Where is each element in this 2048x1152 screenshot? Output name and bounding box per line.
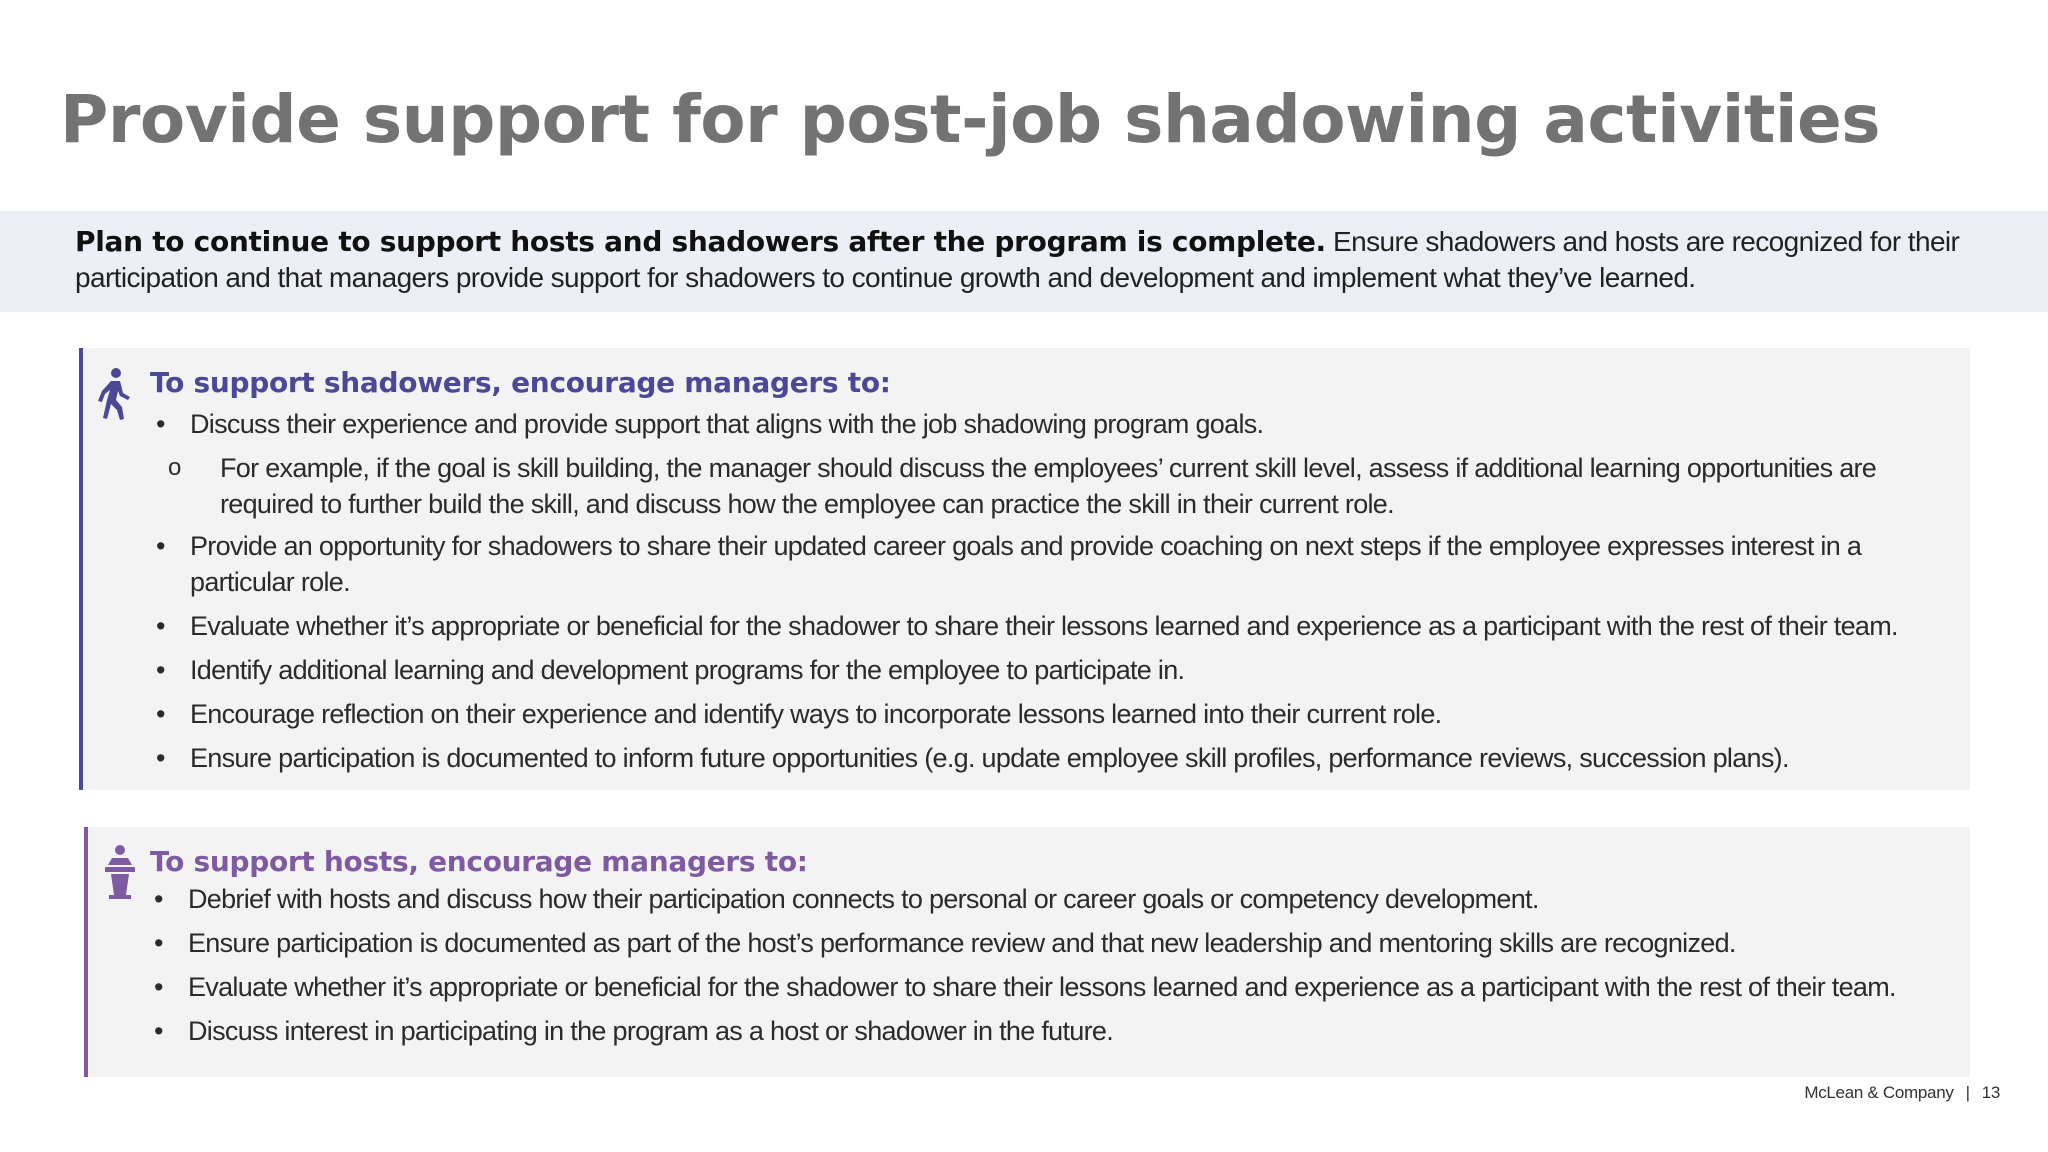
person-at-podium-icon (100, 843, 140, 899)
list-item: • Debrief with hosts and discuss how their participation connects to personal or career goals or competency development. (154, 881, 1944, 917)
shadowers-heading: To support shadowers, encourage managers to: (150, 366, 891, 399)
shadowers-bullet-list (156, 406, 1946, 784)
sub-list-item (168, 450, 1946, 522)
intro-body-text: Ensure shadowers and hosts are recognized for their participation and that managers provide support for shadowers to continue growth and development and implement what they’ve learned. (75, 226, 1960, 293)
list-item: • Ensure participation is documented as part of the host’s performance review and that new leadership and mentoring skills are recognized. (154, 925, 1944, 961)
sub-bullet-marker: o (168, 454, 181, 481)
page-number: 13 (1981, 1083, 2000, 1102)
list-item: • Discuss their experience and provide support that aligns with the job shadowing program goals. (156, 406, 1946, 442)
list-item: • Ensure participation is documented to inform future opportunities (e.g. update employee skill profiles, performance reviews, succession plans). (156, 740, 1946, 776)
hosts-panel (84, 827, 1970, 1077)
list-item: • Encourage reflection on their experience and identify ways to incorporate lessons learned into their current role. (156, 696, 1946, 732)
list-item: • Discuss interest in participating in the program as a host or shadower in the future. (154, 1013, 1944, 1049)
hosts-heading: To support hosts, encourage managers to: (150, 845, 808, 878)
list-item: • Provide an opportunity for shadowers to share their updated career goals and provide coaching on next steps if the employee expresses interest in a particular role. (156, 528, 1946, 600)
footer-separator: | (1965, 1083, 1970, 1102)
list-item: • Evaluate whether it’s appropriate or beneficial for the shadower to share their lessons learned and experience as a participant with the rest of their team. (156, 608, 1946, 644)
intro-bold-text: Plan to continue to support hosts and shadowers after the program is complete. (75, 225, 1326, 258)
hosts-bullet-list (154, 881, 1944, 1057)
list-item: • Evaluate whether it’s appropriate or beneficial for the shadower to share their lessons learned and experience as a participant with the rest of their team. (154, 969, 1944, 1005)
list-item: • Identify additional learning and development programs for the employee to participate in. (156, 652, 1946, 688)
company-name: McLean & Company (1804, 1083, 1954, 1102)
intro-text (75, 224, 2035, 296)
sub-bullet-text: For example, if the goal is skill building, the manager should discuss the employees’ current skill level, assess if additional learning opportunities are required to further build the skill, and discuss how the employee can practice the skill in their current role. (220, 453, 1877, 519)
shadowers-panel (79, 348, 1970, 790)
slide-title: Provide support for post-job shadowing activities (60, 81, 1881, 158)
slide-footer (1804, 1083, 2000, 1103)
walking-person-icon (93, 366, 133, 422)
